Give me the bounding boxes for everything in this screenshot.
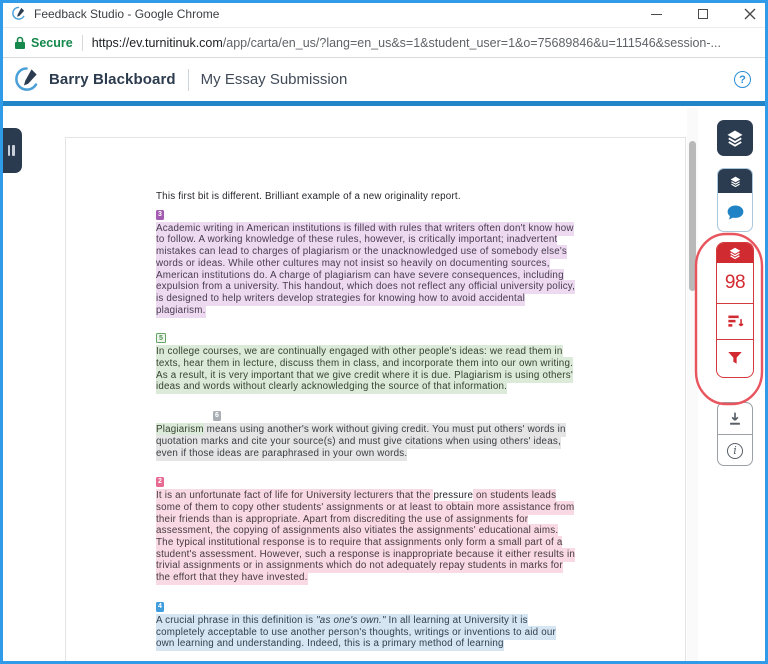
match-breakdown-icon — [726, 312, 745, 331]
filter-funnel-icon — [726, 349, 744, 367]
thumbnail-panel-toggle[interactable] — [0, 128, 22, 173]
comment-button[interactable] — [718, 193, 752, 231]
similarity-layer-header[interactable] — [717, 243, 753, 263]
info-icon: i — [727, 443, 743, 459]
match-overview-button[interactable] — [717, 303, 753, 339]
download-button[interactable] — [718, 403, 752, 434]
question-mark-icon: ? — [739, 73, 746, 86]
window-title: Feedback Studio - Google Chrome — [34, 6, 220, 21]
match-badge-5[interactable]: 5 — [156, 333, 166, 343]
maximize-icon — [698, 9, 708, 19]
plain-text: pressure — [433, 490, 474, 502]
similarity-score-button[interactable] — [717, 263, 753, 303]
match-badge-2[interactable]: 2 — [158, 478, 163, 486]
app-header — [0, 58, 768, 101]
url-domain: https://ev.turnitinuk.com — [91, 35, 223, 50]
layers-icon — [725, 128, 745, 148]
submission-title: My Essay Submission — [200, 71, 348, 88]
match-badge-4[interactable]: 4 — [158, 602, 163, 610]
layers-button-active[interactable] — [717, 120, 753, 156]
highlighted-text[interactable]: It is an unfortunate fact of life for University lecturers that the — [156, 490, 434, 502]
highlighted-text[interactable]: In college courses, we are continually engaged with other people's ideas: we read them in texts, hear them in lecture, discuss them in class, and incorporate them into our own writing. As a result, it is very important that we give credit where it is due. Plagiarism is using others' ideas and words without clearly acknowledging the source of that information. — [156, 346, 574, 393]
document-paragraph — [156, 223, 576, 317]
student-name: Barry Blackboard — [49, 71, 176, 88]
feedback-group — [717, 168, 753, 232]
minimize-button[interactable] — [648, 6, 664, 22]
url-divider — [82, 35, 83, 51]
close-button[interactable] — [742, 6, 758, 22]
grip-icon — [8, 145, 11, 156]
document-paragraph — [156, 424, 576, 459]
address-bar[interactable] — [0, 28, 768, 58]
window-titlebar — [0, 0, 768, 28]
highlighted-text[interactable]: on students leads some of them to copy other students' assignments or at least to obtain more assistance from their friends than is appropriate. Apart from discrediting the use of assignments for assessment, the copying of assignments also vitiates the assignments' educational aims. The typical institutional response is to require that assignments only form a small part of a student's assessment. However, such a response is inappropriate because it either results in trivial assignments or in assignments which do not adequately repay students in marks for the effort that they have invested. — [156, 490, 576, 584]
similarity-score: 98 — [724, 272, 746, 293]
scrollbar-thumb[interactable] — [689, 141, 696, 291]
info-button[interactable] — [718, 434, 752, 466]
highlighted-text[interactable]: Academic writing in American institutions is filled with rules that writers often don't know how to follow. A working knowledge of these rules, however, is critically important; inadvertent mistakes can lead to charges of plagiarism or the unacknowledged use of somebody else's words or ideas. While other cultures may not insist so heavily on documenting sources, American institutions do. A charge of plagiarism can have severe consequences, including expulsion from a university. This handout, which does not reflect any official university policy, is designed to help writers develop strategies for knowing how to avoid accidental plagiarism. — [156, 222, 576, 316]
close-icon — [744, 8, 756, 20]
highlighted-text[interactable]: means using another's work without giving credit. You must put others' words in quotation marks and cite your source(s) and must give citations when using others' ideas, even if those ideas are paraphrased in your own words. — [156, 424, 566, 459]
document-paragraphs — [156, 191, 576, 650]
turnitin-favicon-icon — [11, 6, 26, 21]
layers-icon — [729, 175, 742, 188]
download-icon — [726, 410, 744, 428]
url-text[interactable] — [92, 36, 721, 50]
plain-text: This first bit is different. Brilliant example of a new originality report. — [156, 191, 461, 202]
utility-group — [717, 402, 753, 466]
match-badge-6[interactable]: 6 — [215, 412, 220, 420]
document-page — [65, 137, 686, 664]
document-paragraph — [156, 490, 576, 584]
highlighted-text[interactable]: In all learning at University it is completely acceptable to use another person's thoughts, writings or inventions to aid our own learning and understanding. Indeed, this is a primary method of learning — [156, 614, 556, 650]
turnitin-logo-icon — [13, 66, 40, 93]
grip-icon — [12, 145, 15, 156]
filter-button[interactable] — [717, 339, 753, 376]
layers-icon — [728, 246, 742, 260]
comment-bubble-icon — [726, 204, 745, 221]
padlock-icon — [14, 36, 26, 50]
match-badge-3[interactable]: 3 — [158, 210, 163, 218]
document-paragraph — [156, 346, 576, 393]
maximize-button[interactable] — [695, 6, 711, 22]
scrollbar-track[interactable] — [687, 108, 698, 664]
document-paragraph — [156, 191, 576, 203]
minimize-icon — [651, 14, 662, 15]
similarity-group — [716, 242, 754, 378]
url-path: /app/carta/en_us/?lang=en_us&s=1&student_user=1&o=75689846&u=111546&session-... — [222, 35, 721, 50]
help-button[interactable] — [734, 71, 751, 88]
feedback-layer-header[interactable] — [718, 169, 752, 193]
secure-chip[interactable]: Secure — [31, 35, 73, 50]
header-divider — [188, 69, 189, 91]
highlighted-text[interactable]: "as one's own." — [316, 614, 386, 626]
highlighted-text[interactable]: Plagiarism — [156, 424, 204, 436]
highlighted-text[interactable]: A crucial phrase in this definition is — [156, 614, 317, 626]
document-paragraph — [156, 615, 576, 650]
viewer-main — [0, 106, 768, 664]
